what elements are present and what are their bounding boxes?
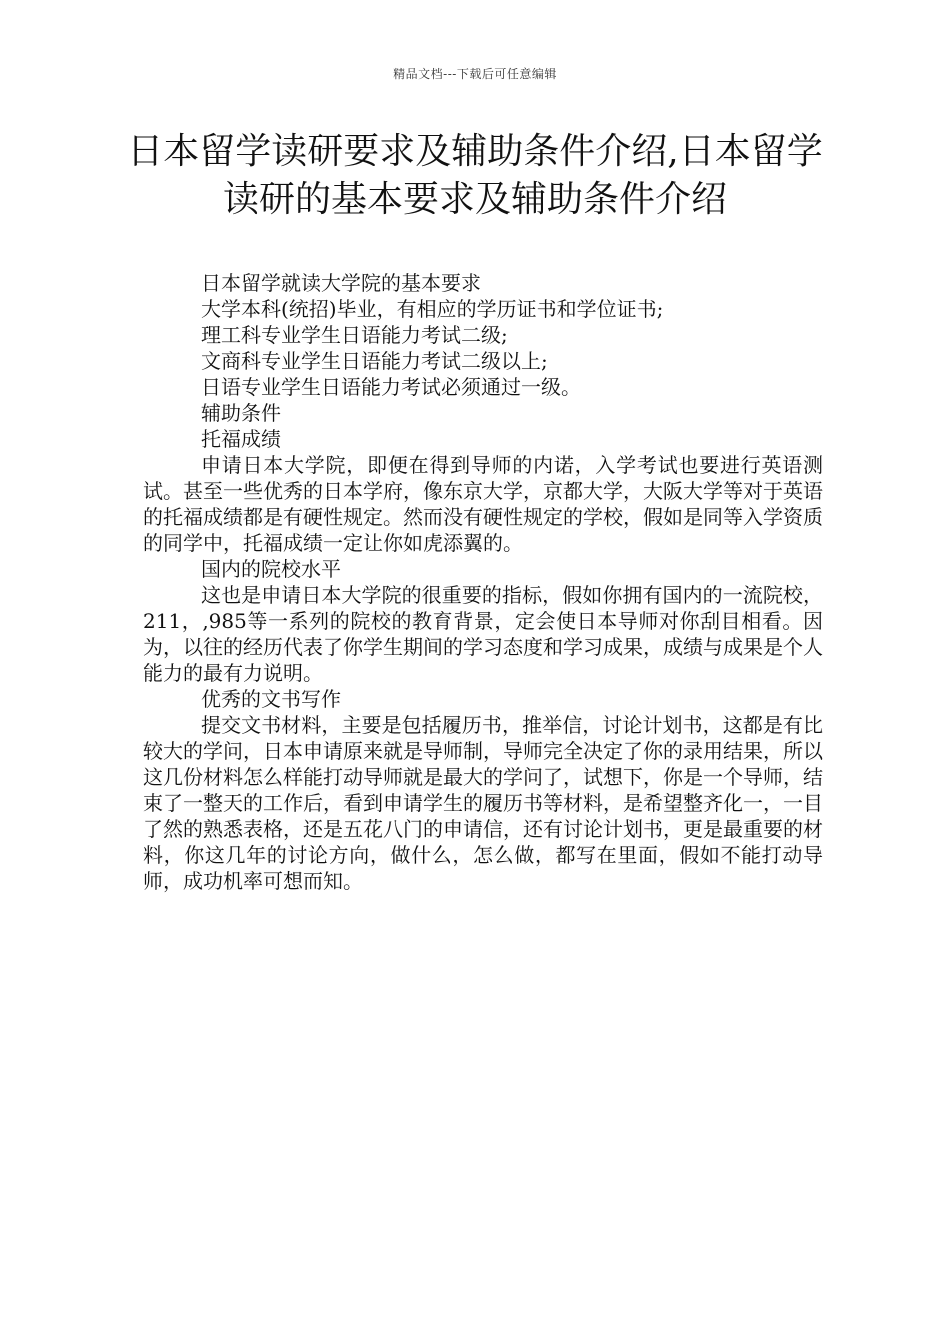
- heading-toefl: 托福成绩: [201, 427, 281, 451]
- paragraph-domestic-school: 这也是申请日本大学院的很重要的指标，假如你拥有国内的一流院校，211，,985等一系列的院校的教育背景，定会使日本导师对你刮目相看。因为，以往的经历代表了你学生期间的学习态度和学习成果，成绩与成果是个人能力的最有力说明。: [143, 583, 823, 685]
- document-title: 日本留学读研要求及辅助条件介绍,日本留学读研的基本要求及辅助条件介绍: [127, 131, 823, 220]
- requirement-japanese-major: 日语专业学生日语能力考试必须通过一级。: [201, 375, 581, 399]
- paragraph-toefl: 申请日本大学院，即便在得到导师的内诺，入学考试也要进行英语测试。甚至一些优秀的日本学府，像东京大学，京都大学，大阪大学等对于英语的托福成绩都是有硬性规定。然而没有硬性规定的学校，假如是同等入学资质的同学中，托福成绩一定让你如虎添翼的。: [143, 453, 823, 555]
- heading-basic-requirements: 日本留学就读大学院的基本要求: [201, 271, 481, 295]
- requirement-science: 理工科专业学生日语能力考试二级;: [201, 323, 508, 347]
- heading-domestic-school: 国内的院校水平: [201, 557, 341, 581]
- page-header: 精品文档---下载后可任意编辑: [393, 67, 557, 81]
- paragraph-document-writing: 提交文书材料，主要是包括履历书，推举信，讨论计划书，这都是有比较大的学问，日本申请原来就是导师制，导师完全决定了你的录用结果，所以这几份材料怎么样能打动导师就是最大的学问了，试想下，你是一个导师，结束了一整天的工作后，看到申请学生的履历书等材料，是希望整齐化一，一目了然的熟悉表格，还是五花八门的申请信，还有讨论计划书，更是最重要的材料，你这几年的讨论方向，做什么，怎么做，都写在里面，假如不能打动导师，成功机率可想而知。: [143, 713, 823, 893]
- requirement-humanities: 文商科专业学生日语能力考试二级以上;: [201, 349, 548, 373]
- requirement-degree: 大学本科(统招)毕业，有相应的学历证书和学位证书;: [201, 297, 664, 321]
- heading-auxiliary-conditions: 辅助条件: [201, 401, 281, 425]
- document-body: [143, 270, 823, 894]
- heading-document-writing: 优秀的文书写作: [201, 687, 341, 711]
